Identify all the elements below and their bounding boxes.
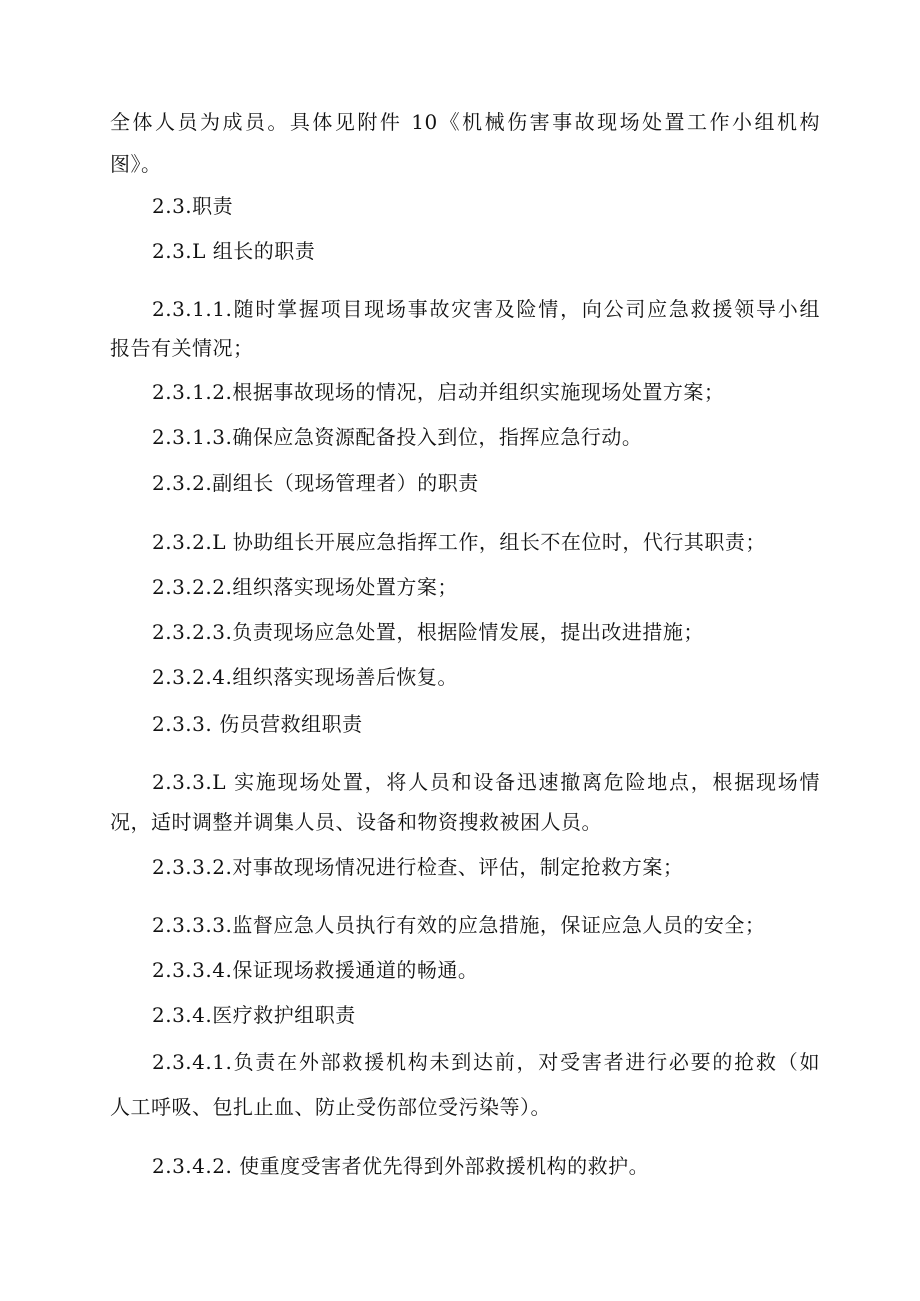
paragraph-14: 2.3.3.3.监督应急人员执行有效的应急措施，保证应急人员的安全； (152, 913, 766, 937)
subsection-heading-2-3-3: 2.3.3. 伤员营救组职责 (152, 712, 363, 736)
paragraph-8: 2.3.2.2.组织落实现场处置方案； (152, 575, 458, 599)
paragraph-4: 2.3.1.2.根据事故现场的情况，启动并组织实施现场处置方案； (152, 380, 725, 404)
paragraph-13: 2.3.3.2.对事故现场情况进行检查、评估，制定抢救方案； (152, 855, 684, 879)
subsection-heading-2-3-4: 2.3.4.医疗救护组职责 (152, 1003, 356, 1027)
subsection-heading-2-3-2: 2.3.2.副组长（现场管理者）的职责 (152, 471, 479, 495)
paragraph-7: 2.3.2.L 协助组长开展应急指挥工作，组长不在位时，代行其职责； (152, 530, 766, 554)
paragraph-0-line-1: 图》。 (110, 152, 162, 176)
paragraph-3-line-1: 报告有关情况； (110, 336, 254, 360)
paragraph-12-line-1: 况，适时调整并调集人员、设备和物资搜救被困人员。 (110, 810, 602, 834)
subsection-heading-2-3-1: 2.3.L 组长的职责 (152, 239, 316, 263)
paragraph-10: 2.3.2.4.组织落实现场善后恢复。 (152, 665, 458, 689)
paragraph-12-line-0: 2.3.3.L 实施现场处置，将人员和设备迅速撤离危险地点，根据现场情 (152, 770, 820, 794)
paragraph-15: 2.3.3.4.保证现场救援通道的畅通。 (152, 958, 479, 982)
paragraph-0-line-0: 全体人员为成员。具体见附件 10《机械伤害事故现场处置工作小组机构 (110, 110, 820, 134)
paragraph-5: 2.3.1.3.确保应急资源配备投入到位，指挥应急行动。 (152, 425, 643, 449)
paragraph-3-line-0: 2.3.1.1.随时掌握项目现场事故灾害及险情，向公司应急救援领导小组 (152, 297, 820, 321)
section-heading-2-3: 2.3.职责 (152, 194, 234, 218)
paragraph-9: 2.3.2.3.负责现场应急处置，根据险情发展，提出改进措施； (152, 620, 704, 644)
paragraph-17-line-1: 人工呼吸、包扎止血、防止受伤部位受污染等）。 (110, 1095, 551, 1119)
paragraph-17-line-0: 2.3.4.1.负责在外部救援机构未到达前，对受害者进行必要的抢救（如 (152, 1050, 820, 1074)
paragraph-18: 2.3.4.2. 使重度受害者优先得到外部救援机构的救护。 (152, 1154, 650, 1178)
